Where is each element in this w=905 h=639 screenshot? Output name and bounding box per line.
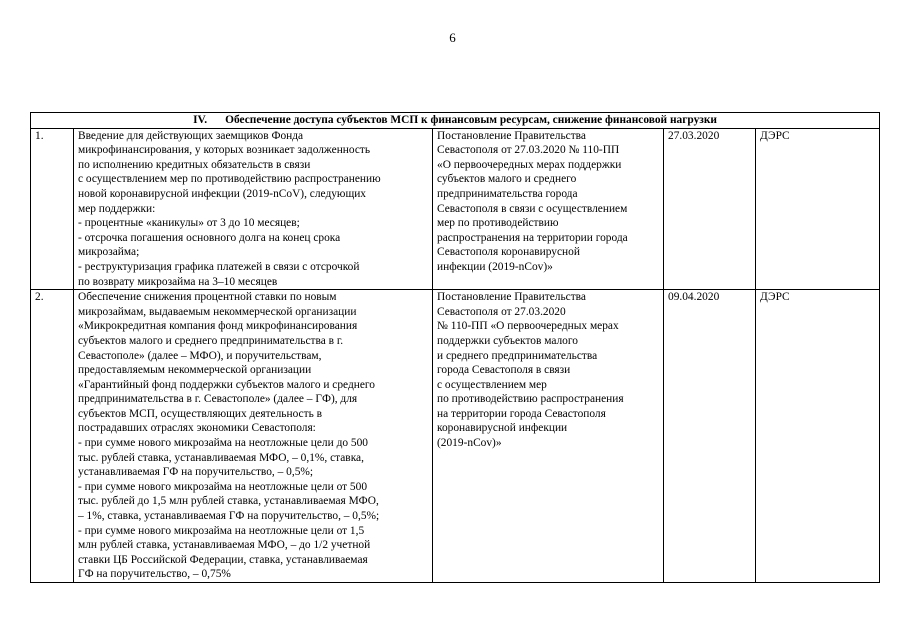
responsible-cell: ДЭРС: [756, 290, 880, 583]
text-line: – 1%, ставка, устанавливаемая ГФ на поручительство, – 0,5%;: [78, 510, 380, 523]
text-line: субъектов МСП, осуществляющих деятельность в: [78, 407, 323, 420]
text-line: поддержки субъектов малого: [437, 334, 578, 347]
text-line: - реструктуризация графика платежей в связи с отсрочкой: [78, 260, 360, 273]
text-line: Севастополя от 27.03.2020: [437, 305, 566, 318]
text-line: Севастополя коронавирусной: [437, 246, 580, 259]
text-line: Севастополя в связи с осуществлением: [437, 202, 628, 215]
text-line: по исполнению кредитных обязательств в связи: [78, 158, 311, 171]
table-row: [31, 128, 880, 290]
text-line: ГФ на поручительство, – 0,75%: [78, 568, 231, 581]
text-line: «О первоочередных мерах поддержки: [437, 158, 622, 171]
text-line: Обеспечение снижения процентной ставки по новым: [78, 291, 337, 304]
text-line: микрофинансирования, у которых возникает задолженность: [78, 144, 371, 157]
text-line: распространения на территории города: [437, 231, 628, 244]
text-line: предпринимательства в г. Севастополе» (далее – ГФ), для: [78, 393, 358, 406]
text-line: мер поддержки:: [78, 202, 156, 215]
text-line: мер по противодействию: [437, 217, 559, 230]
text-line: на территории города Севастополя: [437, 407, 606, 420]
text-line: по возврату микрозайма на 3–10 месяцев: [78, 275, 278, 288]
text-line: (2019-nCov)»: [437, 437, 502, 450]
date-cell: 09.04.2020: [664, 290, 756, 583]
text-line: по противодействию распространения: [437, 393, 624, 406]
text-line: инфекции (2019-nCov)»: [437, 260, 553, 273]
date-cell: 27.03.2020: [664, 128, 756, 290]
text-line: устанавливаемая ГФ на поручительство, – 0,5%;: [78, 466, 314, 479]
section-header: [31, 113, 880, 129]
text-line: тыс. рублей ставка, устанавливаемая МФО, – 0,1%, ставка,: [78, 451, 364, 464]
section-header-row: [31, 113, 880, 129]
table-row: [31, 290, 880, 583]
text-line: - при сумме нового микрозайма на неотложные цели от 1,5: [78, 524, 365, 537]
row-number: 2.: [31, 290, 74, 583]
legal-document: [433, 290, 664, 583]
measure-description: [74, 290, 433, 583]
text-line: новой коронавирусной инфекции (2019-nCoV), следующих: [78, 187, 367, 200]
section-roman-numeral: IV.: [193, 114, 208, 126]
text-line: и среднего предпринимательства: [437, 349, 598, 362]
text-line: тыс. рублей до 1,5 млн рублей ставка, устанавливаемая МФО,: [78, 495, 379, 508]
text-line: с осуществлением мер: [437, 378, 547, 391]
measures-table: [30, 112, 880, 583]
text-line: Севастополе» (далее – МФО), и поручительствам,: [78, 349, 322, 362]
text-line: пострадавших отраслях экономики Севастополя:: [78, 422, 316, 435]
text-line: ставки ЦБ Российской Федерации, ставка, устанавливаемая: [78, 553, 368, 566]
section-title: Обеспечение доступа субъектов МСП к финансовым ресурсам, снижение финансовой нагрузки: [225, 114, 717, 126]
page-number: 6: [449, 30, 456, 45]
text-line: предоставляемым некоммерческой организации: [78, 364, 312, 377]
text-line: Севастополя от 27.03.2020 № 110-ПП: [437, 144, 620, 157]
measure-description: [74, 128, 433, 290]
text-line: «Микрокредитная компания фонд микрофинансирования: [78, 320, 358, 333]
text-line: микрозайма;: [78, 246, 140, 259]
text-line: Введение для действующих заемщиков Фонда: [78, 129, 304, 142]
text-line: - при сумме нового микрозайма на неотложные цели до 500: [78, 437, 368, 450]
text-line: «Гарантийный фонд поддержки субъектов малого и среднего: [78, 378, 375, 391]
legal-document: [433, 128, 664, 290]
row-number: 1.: [31, 128, 74, 290]
responsible-cell: ДЭРС: [756, 128, 880, 290]
text-line: Постановление Правительства: [437, 291, 586, 304]
text-line: субъектов малого и среднего: [437, 173, 577, 186]
text-line: млн рублей ставка, устанавливаемая МФО, – до 1/2 учетной: [78, 539, 371, 552]
text-line: коронавирусной инфекции: [437, 422, 568, 435]
text-line: с осуществлением мер по противодействию распространению: [78, 173, 381, 186]
text-line: субъектов малого и среднего предпринимательства в г.: [78, 334, 344, 347]
text-line: Постановление Правительства: [437, 129, 586, 142]
text-line: города Севастополя в связи: [437, 364, 571, 377]
text-line: предпринимательства города: [437, 187, 578, 200]
text-line: № 110-ПП «О первоочередных мерах: [437, 320, 619, 333]
text-line: микрозаймам, выдаваемым некоммерческой организации: [78, 305, 357, 318]
text-line: - отсрочка погашения основного долга на конец срока: [78, 231, 341, 244]
text-line: - процентные «каникулы» от 3 до 10 месяцев;: [78, 217, 300, 230]
text-line: - при сумме нового микрозайма на неотложные цели от 500: [78, 480, 368, 493]
